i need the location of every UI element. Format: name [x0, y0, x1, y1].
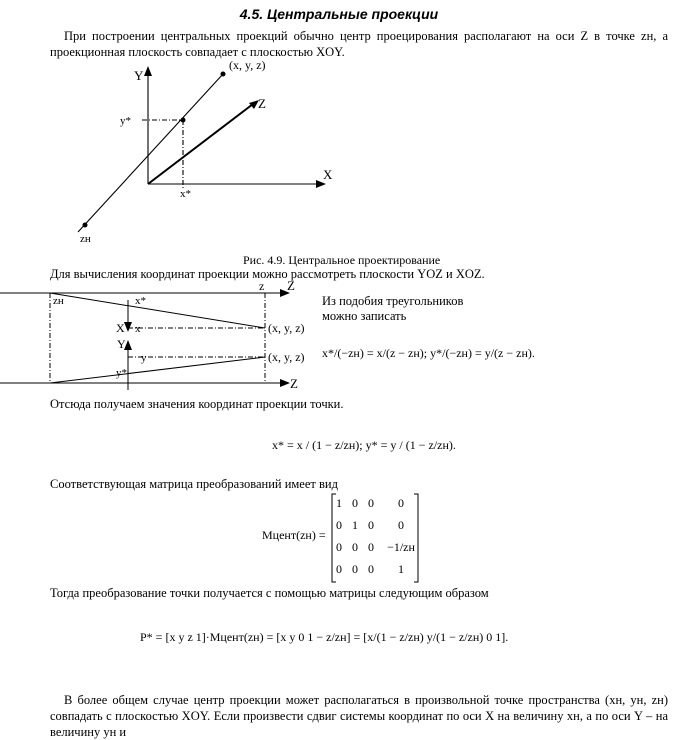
figure-caption: Рис. 4.9. Центральное проектирование — [243, 253, 441, 267]
transform-formula: P* = [x y z 1]·Mцент(zн) = [x y 0 1 − z/zн] = [x/(1 − z/zн) y/(1 − z/zн) 0 1]. — [140, 630, 509, 644]
fig1-y-star-label: y* — [120, 115, 131, 127]
matrix-row — [336, 518, 418, 540]
similarity-text-2: можно записать — [322, 309, 407, 323]
matrix-body — [336, 496, 418, 584]
figure-planes — [0, 280, 320, 390]
fig2-x-axis-label: X — [116, 321, 125, 335]
matrix-row — [336, 562, 418, 584]
hence-text: Отсюда получаем значения координат проекции точки. — [50, 397, 344, 411]
matrix-cell: −1/zн — [387, 540, 415, 554]
fig2-x-star-label: x* — [135, 295, 146, 307]
matrix-cell: 0 — [368, 496, 374, 510]
fig2-y-label: y — [141, 352, 147, 364]
matrix-cell: 0 — [336, 562, 342, 576]
fig2-ray-yz — [50, 357, 265, 383]
intro-paragraph: При построении центральных проекций обычно центр проецирования располагают на оси Z в точке zн, а проекционная плоскость совпадает с плоскостью XOY. — [50, 29, 668, 59]
fig2-axis-z-bottom: Z — [290, 376, 298, 390]
after-caption-text: Для вычисления координат проекции можно рассмотреть плоскости YOZ и XOZ. — [50, 267, 485, 281]
matrix-cell: 0 — [368, 518, 374, 532]
fig1-y-arrow — [144, 66, 152, 76]
matrix-cell: 0 — [336, 540, 342, 554]
matrix-cell: 0 — [398, 496, 404, 510]
matrix-cell: 0 — [398, 518, 404, 532]
matrix-cell: 0 — [352, 540, 358, 554]
matrix-cell: 0 — [336, 518, 342, 532]
fig1-projection-ray — [78, 74, 223, 232]
final-paragraph: В более общем случае центр проекции может располагаться в произвольной точке пространства (xн, yн, zн) совпадать с плоскостью XOY. Если произвести сдвиг системы координат по оси X на величину xн, а по оси Y – на величину yн и — [50, 693, 668, 739]
fig2-zn-label: zн — [53, 295, 64, 307]
fig2-z-label: z — [259, 280, 265, 293]
matrix-cell: 1 — [336, 496, 342, 510]
fig2-y-star-label: y* — [116, 367, 127, 379]
matrix-text: Соответствующая матрица преобразований имеет вид — [50, 477, 338, 491]
fig2-x-label: x — [135, 323, 141, 335]
fig1-axis-z-label: Z — [258, 96, 266, 111]
figure-central-projection — [0, 0, 678, 270]
fig2-ray-xz — [50, 293, 265, 328]
matrix-cell: 1 — [398, 562, 404, 576]
similarity-text-1: Из подобия треугольников — [322, 294, 464, 308]
matrix-cell: 0 — [368, 562, 374, 576]
fig1-x-star-label: x* — [180, 188, 191, 200]
matrix-cell: 1 — [352, 518, 358, 532]
fig2-axis-z-top: Z — [287, 280, 295, 293]
fig1-projected-point — [181, 118, 186, 123]
fig1-axis-x-label: X — [323, 167, 333, 182]
fig1-axis-y-label: Y — [134, 68, 144, 83]
matrix-cell: 0 — [368, 540, 374, 554]
matrix-cell: 0 — [352, 496, 358, 510]
matrix-row — [336, 540, 418, 562]
matrix-lhs: Mцент(zн) = — [262, 528, 326, 542]
section-heading: 4.5. Центральные проекции — [239, 6, 439, 22]
fig1-center-point — [83, 223, 88, 228]
fig2-x-arrow — [124, 322, 132, 332]
fig1-point-label: (x, y, z) — [229, 58, 266, 72]
fig1-zn-label: zн — [80, 233, 91, 245]
fig2-point-yz: (x, y, z) — [268, 350, 305, 364]
coords-formula: x* = x / (1 − z/zн); y* = y / (1 − z/zн). — [272, 438, 456, 452]
matrix-cell: 0 — [352, 562, 358, 576]
fig2-point-xz: (x, y, z) — [268, 321, 305, 335]
fig2-axis-y-label: Y — [117, 337, 126, 351]
transform-text: Тогда преобразование точки получается с помощью матрицы следующим образом — [50, 586, 489, 600]
similarity-formula: x*/(−zн) = x/(z − zн); y*/(−zн) = y/(z − zн). — [322, 346, 535, 360]
fig1-point — [221, 72, 226, 77]
fig1-z-axis — [148, 104, 253, 184]
matrix-row — [336, 496, 418, 518]
fig2-bottom-z-arrow — [280, 379, 290, 387]
